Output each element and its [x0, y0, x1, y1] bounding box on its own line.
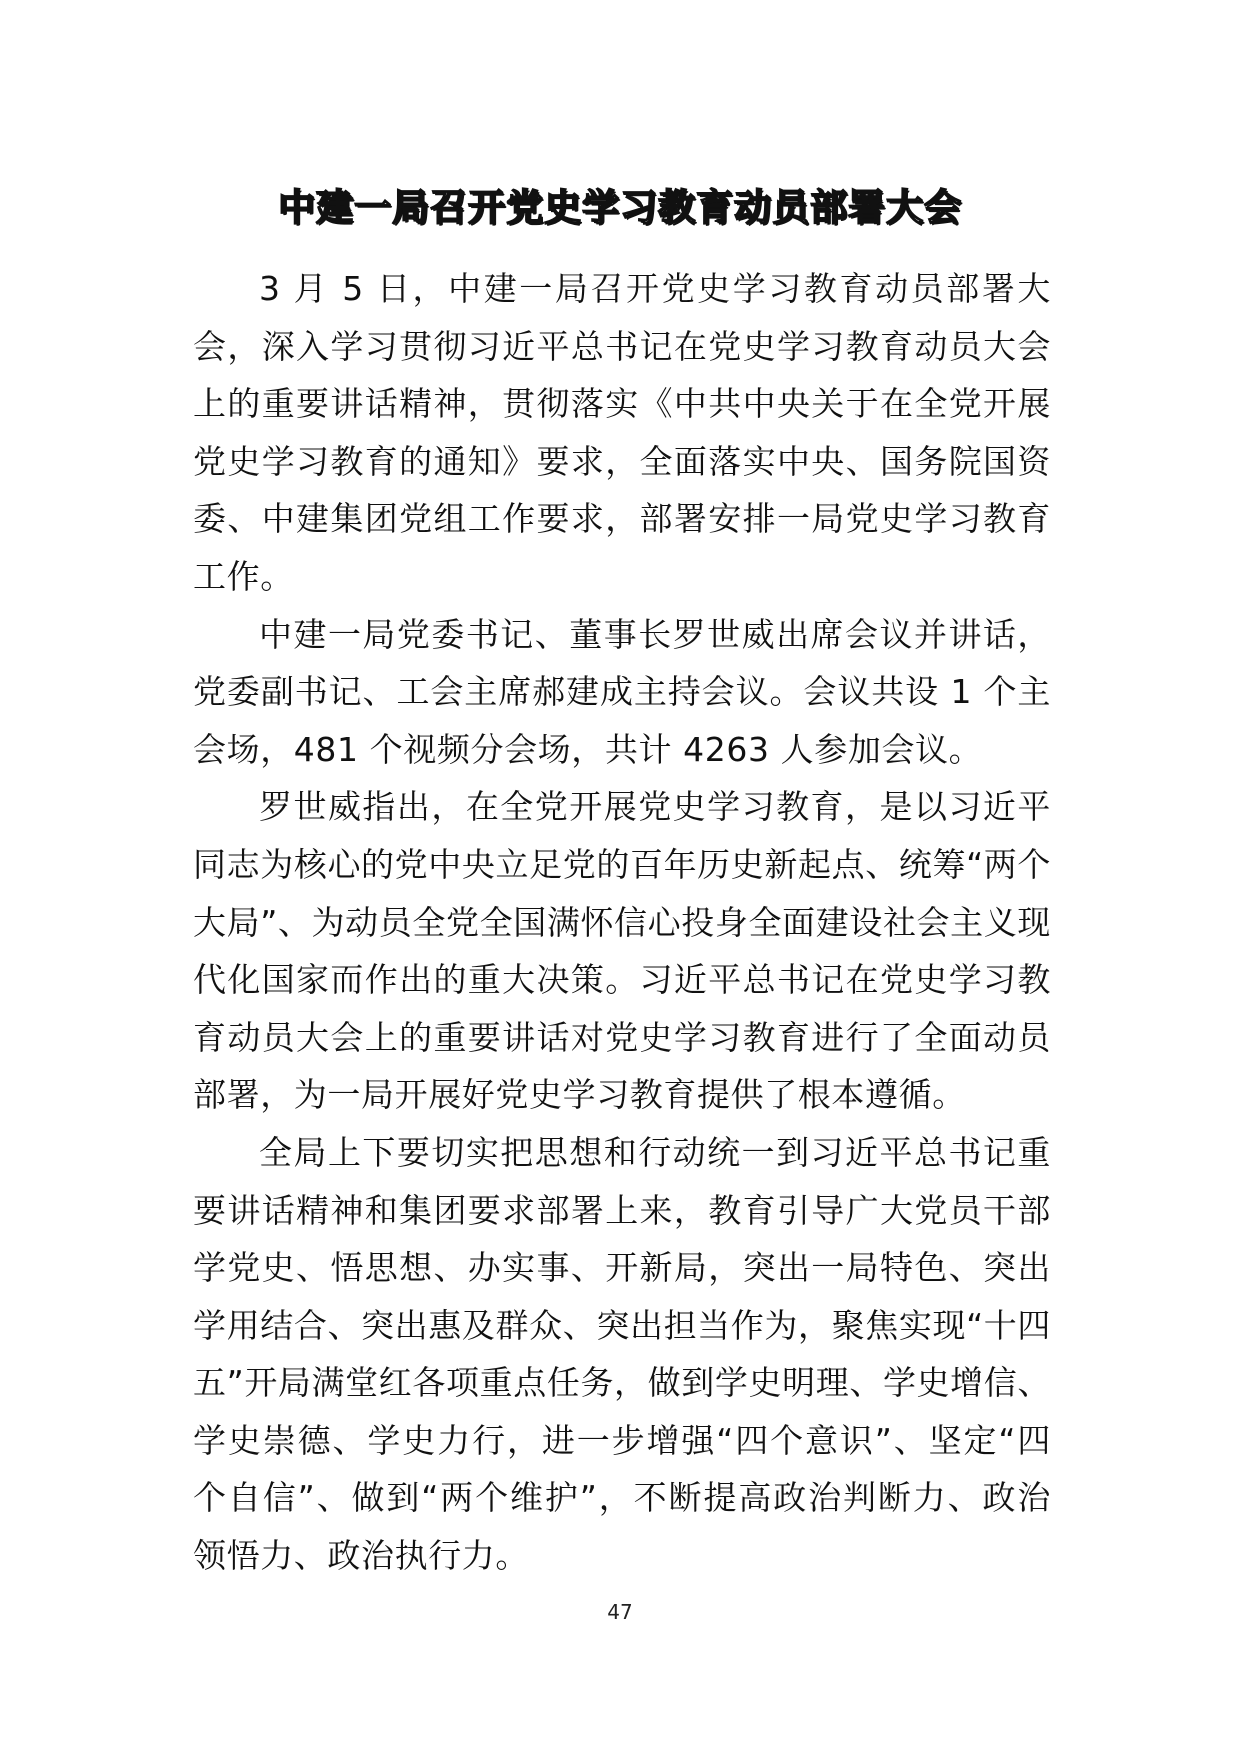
document-title: 中建一局召开党史学习教育动员部署大会: [278, 185, 962, 229]
paragraph-4: 全局上下要切实把思想和行动统一到习近平总书记重要讲话精神和集团要求部署上来，教育引导广大党员干部学党史、悟思想、办实事、开新局，突出一局特色、突出学用结合、突出惠及群众、突出担当作为，聚焦实现“十四五”开局满堂红各项重点任务，做到学史明理、学史增信、学史崇德、学史力行，进一步增强“四个意识”、坚定“四个自信”、做到“两个维护”，不断提高政治判断力、政治领悟力、政治执行力。: [193, 1132, 1051, 1576]
paragraph-3: 罗世威指出，在全党开展党史学习教育，是以习近平同志为核心的党中央立足党的百年历史新起点、统筹“两个大局”、为动员全党全国满怀信心投身全面建设社会主义现代化国家而作出的重大决策。习近平总书记在党史学习教育动员大会上的重要讲话对党史学习教育进行了全面动员部署，为一局开展好党史学习教育提供了根本遵循。: [193, 787, 1051, 1115]
paragraph-2: 中建一局党委书记、董事长罗世威出席会议并讲话，党委副书记、工会主席郝建成主持会议。会议共设 1 个主会场，481 个视频分会场，共计 4263 人参加会议。: [193, 614, 1051, 769]
page-number: 47: [607, 1600, 633, 1624]
paragraph-1: 3 月 5 日，中建一局召开党史学习教育动员部署大会，深入学习贯彻习近平总书记在党史学习教育动员大会上的重要讲话精神，贯彻落实《中共中央关于在全党开展党史学习教育的通知》要求，全面落实中央、国务院国资委、中建集团党组工作要求，部署安排一局党史学习教育工作。: [193, 269, 1051, 596]
article-body: [193, 260, 1051, 1585]
